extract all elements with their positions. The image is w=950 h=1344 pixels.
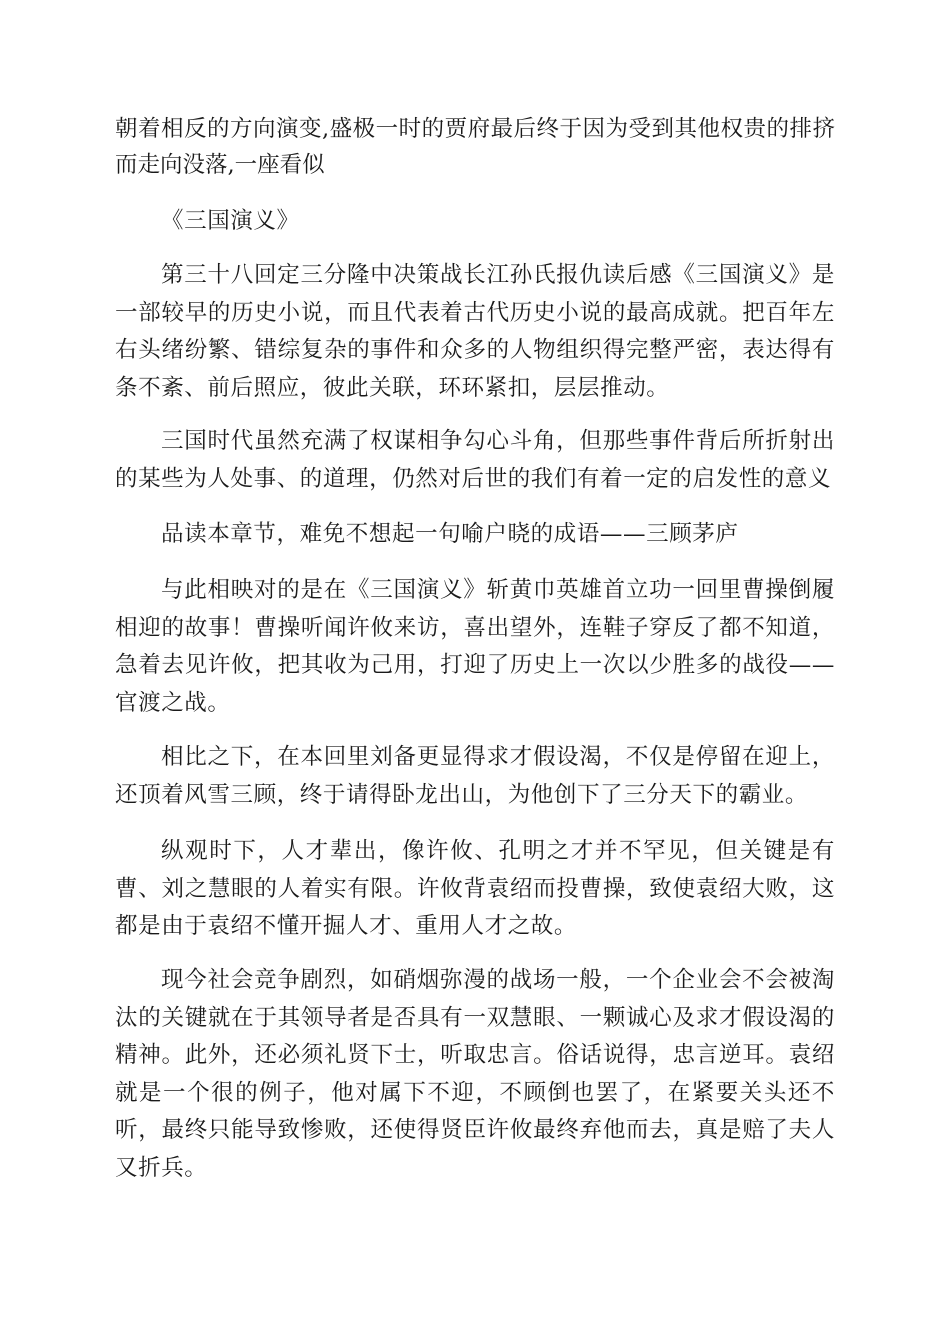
paragraph-three-visits: 品读本章节，难免不想起一句喻户晓的成语——三顾茅庐: [161, 521, 739, 547]
paragraph-three-kingdoms: 三国时代虽然充满了权谋相争勾心斗角，但那些事件背后所折射出的某些为人处事、的道理，仍然对后世的我们有着一定的启发性的意义: [115, 428, 835, 492]
paragraph-talent: 纵观时下，人才辈出，像许攸、孔明之才并不罕见，但关键是有曹、刘之慧眼的人着实有限。许攸背袁绍而投曹操，致使袁绍大败，这都是由于袁绍不懂开掘人才、重用人才之故。: [115, 838, 835, 939]
paragraph-book-title: 《三国演义》: [161, 208, 300, 234]
paragraph-cao-cao: 与此相映对的是在《三国演义》斩黄巾英雄首立功一回里曹操倒履相迎的故事！曹操听闻许攸来访，喜出望外，连鞋子穿反了都不知道，急着去见许攸，把其收为己用，打迎了历史上一次以少胜多的战役——官渡之战。: [115, 577, 835, 716]
paragraph-intro: 第三十八回定三分隆中决策战长江孙氏报仇读后感《三国演义》是一部较早的历史小说，而且代表着古代历史小说的最高成就。把百年左右头绪纷繁、错综复杂的事件和众多的人物组织得完整严密，表达得有条不紊、前后照应，彼此关联，环环紧扣，层层推动。: [115, 262, 835, 401]
paragraph-liu-bei: 相比之下，在本回里刘备更显得求才假设渴，不仅是停留在迎上，还顶着风雪三顾，终于请得卧龙出山，为他创下了三分天下的霸业。: [115, 744, 835, 808]
paragraph-modern-society: 现今社会竞争剧烈，如硝烟弥漫的战场一般，一个企业会不会被淘汰的关键就在于其领导者是否具有一双慧眼、一颗诚心及求才假设渴的精神。此外，还必须礼贤下士，听取忠言。俗话说得，忠言逆耳。袁绍就是一个很的例子，他对属下不迎，不顾倒也罢了，在紧要关头还不听，最终只能导致惨败，还使得贤臣许攸最终弃他而去，真是赔了夫人又折兵。: [115, 967, 835, 1181]
paragraph-continuation: 朝着相反的方向演变,盛极一时的贾府最后终于因为受到其他权贵的排挤而走向没落,一座看似: [115, 116, 835, 178]
